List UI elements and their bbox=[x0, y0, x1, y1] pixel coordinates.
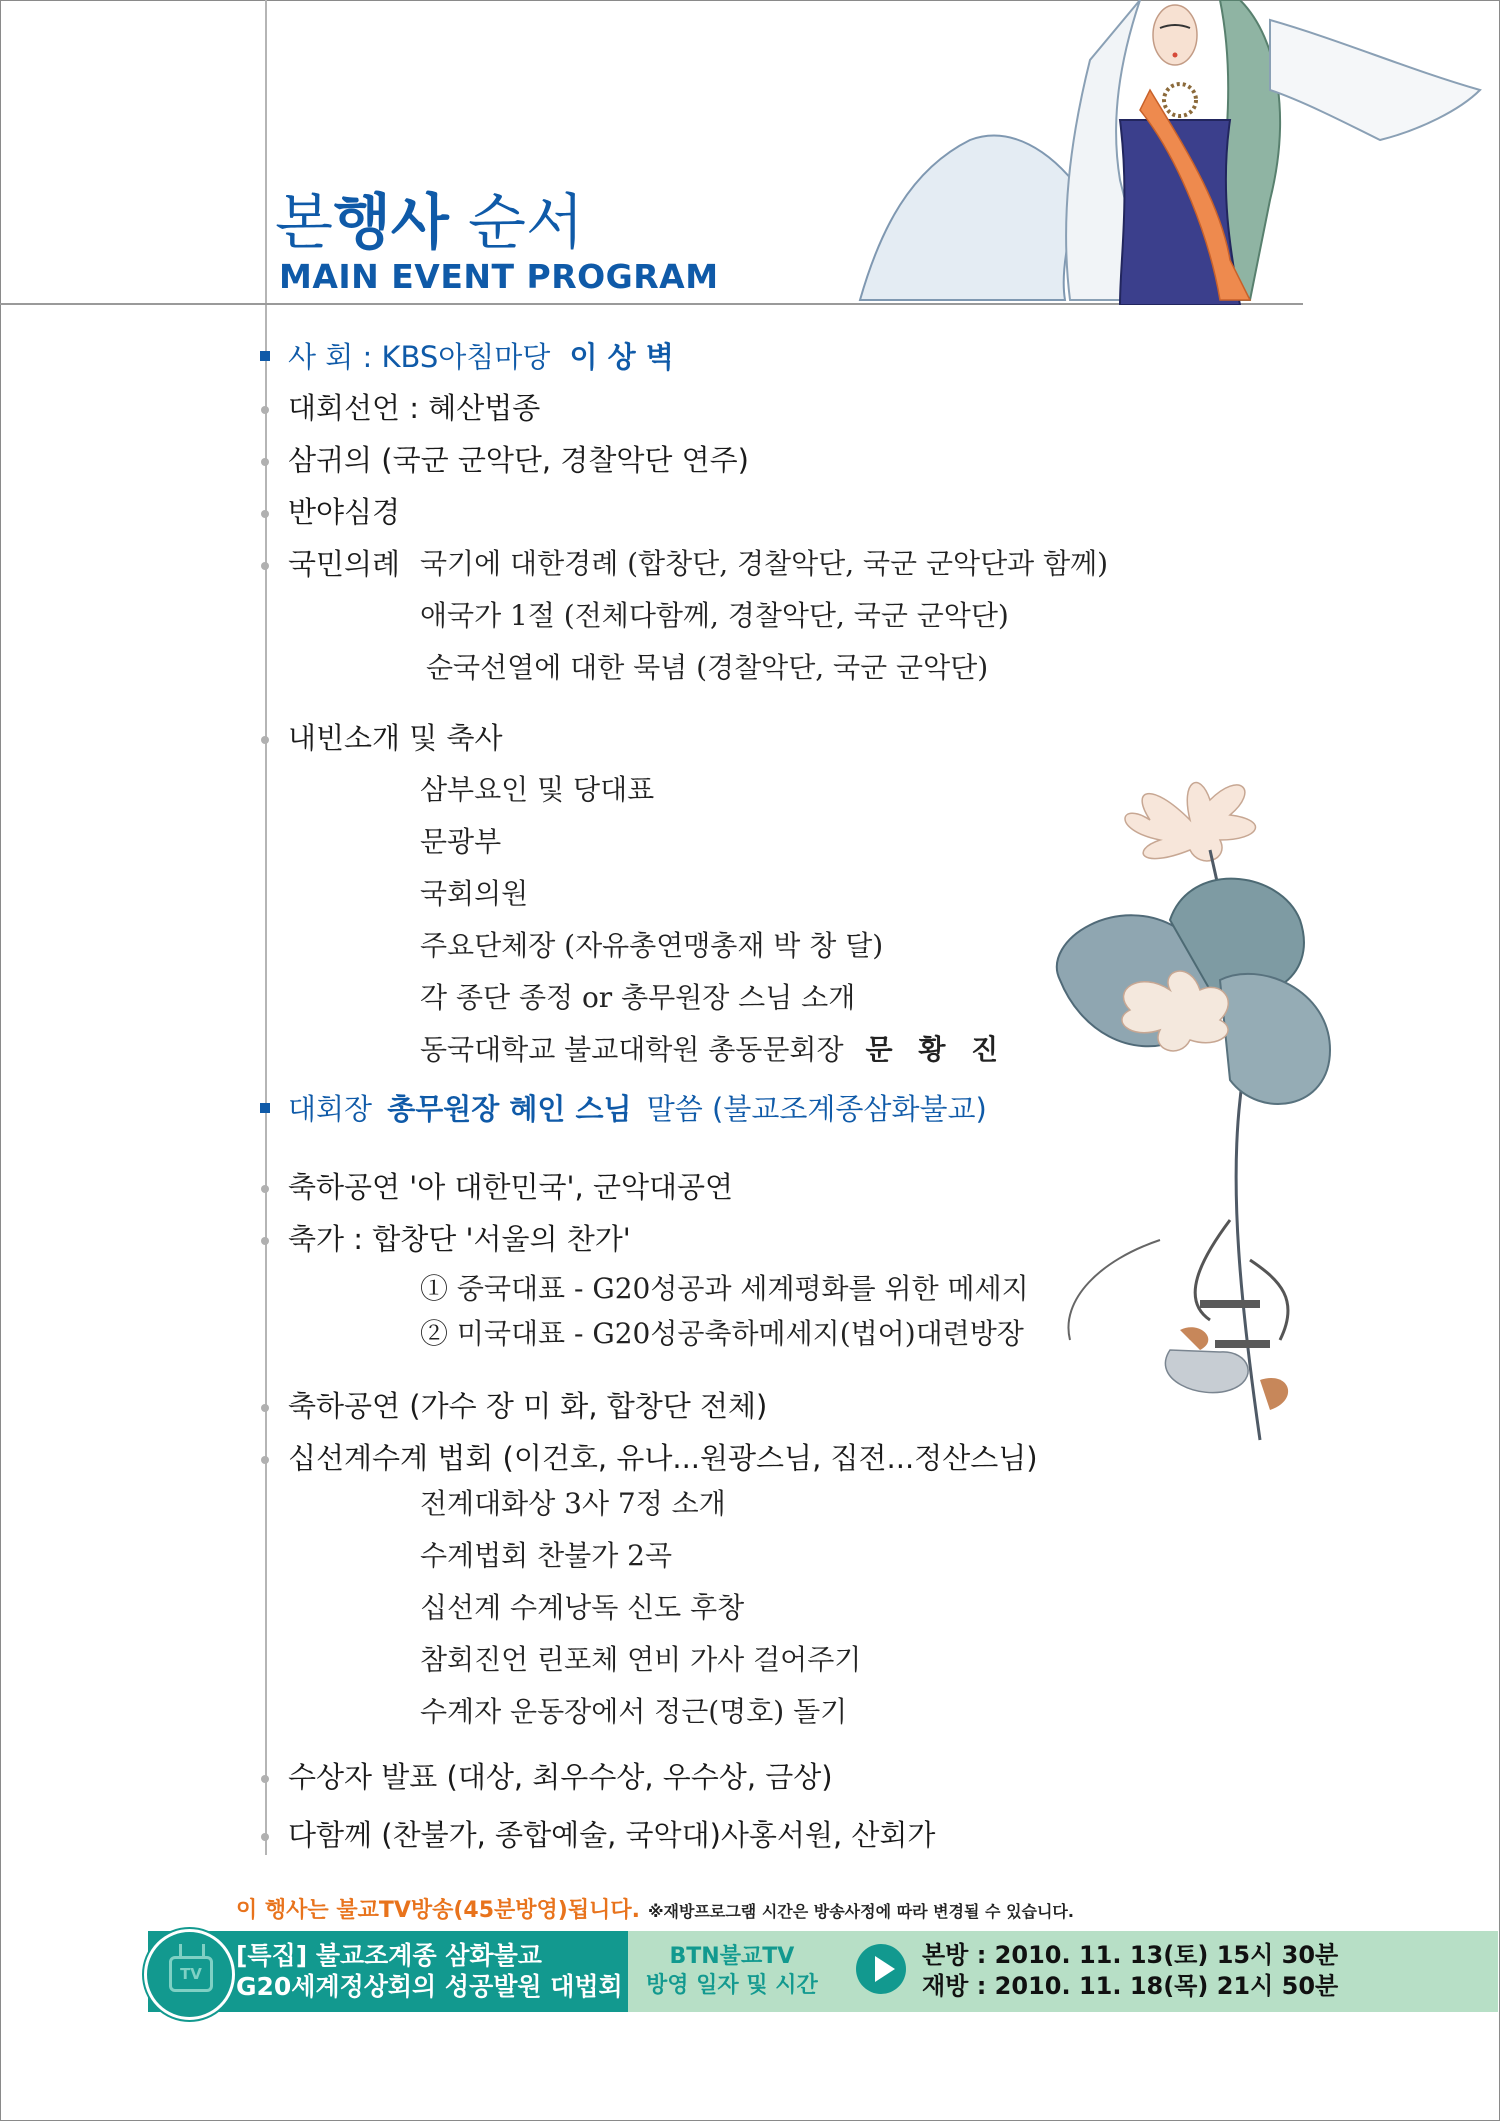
tv-antenna-icon bbox=[179, 1944, 205, 1956]
title-plain: 본 bbox=[275, 188, 333, 258]
bullet-dot-icon bbox=[261, 1833, 269, 1841]
bullet-dot-icon bbox=[261, 510, 269, 518]
declaration-text: 대회선언 : 혜산법종 bbox=[288, 391, 541, 425]
channel-name: BTN불교TV bbox=[669, 1944, 795, 1969]
bullet-dot-icon bbox=[261, 736, 269, 744]
airing-rerun: 재방 : 2010. 11. 18(목) 21시 50분 bbox=[922, 1972, 1339, 2000]
samgwiui-text: 삼귀의 (국군 군악단, 경찰악단 연주) bbox=[288, 443, 749, 477]
program-samgwiui bbox=[288, 441, 749, 479]
chukga-item: ① 중국대표 - G20성공과 세계평화를 위한 메세지 bbox=[420, 1272, 1029, 1305]
bullet-dot-icon bbox=[261, 562, 269, 570]
program-guests bbox=[288, 719, 503, 757]
broadcast-times bbox=[922, 1940, 1338, 2002]
celebration-2-text: 축하공연 (가수 장 미 화, 합창단 전체) bbox=[288, 1389, 768, 1423]
buddhist-figure-illustration bbox=[820, 0, 1500, 305]
bullet-dot-icon bbox=[261, 1237, 269, 1245]
program-declaration bbox=[288, 389, 540, 427]
address-prefix: 대회장 bbox=[288, 1092, 373, 1126]
heart-sutra-text: 반야심경 bbox=[288, 495, 401, 529]
title-end: 순서 bbox=[448, 188, 584, 258]
page-title bbox=[275, 188, 584, 258]
broadcast-notice-main: 이 행사는 불교TV방송(45분방영)됩니다. bbox=[236, 1898, 640, 1923]
program-national-rite bbox=[288, 545, 400, 583]
celebration-text: 축하공연 '아 대한민국', 군악대공연 bbox=[288, 1170, 734, 1204]
bullet-square-icon bbox=[260, 1103, 270, 1113]
channel-schedule-label: 방영 일자 및 시간 bbox=[646, 1973, 818, 1998]
broadcast-title bbox=[236, 1940, 623, 2002]
precepts-item: 수계자 운동장에서 정근(명호) 돌기 bbox=[420, 1695, 848, 1728]
guest-item: 삼부요인 및 당대표 bbox=[420, 773, 655, 806]
vertical-guide-line bbox=[265, 0, 267, 1855]
program-host bbox=[288, 338, 674, 376]
host-prefix: 사 회 : KBS아침마당 bbox=[288, 340, 551, 374]
national-rite-label: 국민의례 bbox=[288, 547, 401, 581]
guest-item: 국회의원 bbox=[420, 877, 529, 910]
program-precepts bbox=[288, 1439, 1038, 1477]
program-chukga bbox=[288, 1220, 631, 1258]
precepts-item: 수계법회 찬불가 2곡 bbox=[420, 1539, 673, 1572]
bullet-dot-icon bbox=[261, 1775, 269, 1783]
national-rite-item: 순국선열에 대한 묵념 (경찰악단, 국군 군악단) bbox=[426, 651, 989, 684]
guests-label: 내빈소개 및 축사 bbox=[288, 721, 503, 755]
program-heart-sutra bbox=[288, 493, 400, 531]
bullet-dot-icon bbox=[261, 1185, 269, 1193]
bullet-square-icon bbox=[260, 351, 270, 361]
precepts-text: 십선계수계 법회 (이건호, 유나...원광스님, 집전...정산스님) bbox=[288, 1441, 1038, 1475]
address-suffix: 말씀 (불교조계종삼화불교) bbox=[646, 1092, 987, 1126]
play-icon bbox=[856, 1944, 906, 1994]
tv-screen-label: TV bbox=[169, 1956, 213, 1992]
bullet-dot-icon bbox=[261, 1404, 269, 1412]
program-celebration-2 bbox=[288, 1387, 767, 1425]
program-together bbox=[288, 1816, 935, 1854]
guest-item-text: 동국대학교 불교대학원 총동문회장 bbox=[420, 1033, 844, 1066]
address-speaker: 총무원장 혜인 스님 bbox=[387, 1092, 632, 1126]
chukga-item: ② 미국대표 - G20성공축하메세지(법어)대련방장 bbox=[420, 1317, 1024, 1350]
guest-item-name: 문 황 진 bbox=[865, 1033, 1007, 1066]
bullet-dot-icon bbox=[261, 1456, 269, 1464]
program-address bbox=[288, 1090, 987, 1128]
page-subtitle: MAIN EVENT PROGRAM bbox=[279, 257, 719, 296]
lotus-flower-illustration bbox=[1000, 740, 1440, 1480]
chukga-text: 축가 : 합창단 '서울의 찬가' bbox=[288, 1222, 631, 1256]
bullet-dot-icon bbox=[261, 406, 269, 414]
bullet-dot-icon bbox=[261, 458, 269, 466]
precepts-item: 참회진언 린포체 연비 가사 걸어주기 bbox=[420, 1643, 862, 1676]
guest-item: 주요단체장 (자유총연맹총재 박 창 달) bbox=[420, 929, 884, 962]
national-rite-item: 애국가 1절 (전체다함께, 경찰악단, 국군 군악단) bbox=[420, 599, 1009, 632]
title-bold: 행사 bbox=[332, 188, 449, 258]
guest-item: 문광부 bbox=[420, 825, 502, 858]
awards-text: 수상자 발표 (대상, 최우수상, 우수상, 금상) bbox=[288, 1760, 833, 1794]
broadcast-notice bbox=[236, 1893, 1074, 1924]
host-name: 이 상 벽 bbox=[569, 340, 674, 374]
tv-icon bbox=[144, 1929, 235, 2020]
broadcast-title-line1: [특집] 불교조계종 삼화불교 bbox=[236, 1941, 542, 1970]
airing-original: 본방 : 2010. 11. 13(토) 15시 30분 bbox=[922, 1941, 1339, 1969]
together-text: 다함께 (찬불가, 종합예술, 국악대)사홍서원, 산회가 bbox=[288, 1818, 936, 1852]
national-rite-item: 국기에 대한경례 (합창단, 경찰악단, 국군 군악단과 함께) bbox=[420, 547, 1109, 580]
precepts-item: 십선계 수계낭독 신도 후창 bbox=[420, 1591, 745, 1624]
broadcast-notice-small: ※재방프로그램 시간은 방송사정에 따라 변경될 수 있습니다. bbox=[647, 1902, 1074, 1921]
guest-item bbox=[420, 1031, 1006, 1069]
broadcast-channel bbox=[646, 1942, 818, 2000]
broadcast-title-line2: G20세계정상회의 성공발원 대법회 bbox=[236, 1972, 623, 2001]
precepts-item: 전계대화상 3사 7정 소개 bbox=[420, 1487, 726, 1520]
program-awards bbox=[288, 1758, 833, 1796]
program-celebration bbox=[288, 1168, 733, 1206]
guest-item: 각 종단 종정 or 총무원장 스님 소개 bbox=[420, 981, 856, 1014]
